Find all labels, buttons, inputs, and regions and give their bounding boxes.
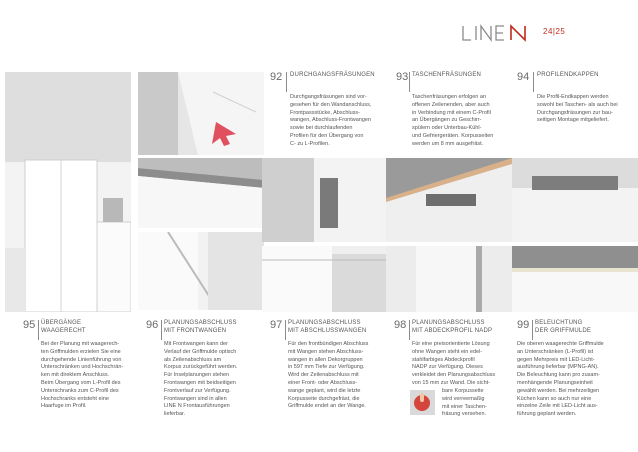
photo-front-corner — [138, 232, 264, 310]
line-n-logo — [461, 23, 531, 43]
photo-cabinet-detail — [138, 72, 264, 155]
section-title: PLANUNGSABSCHLUSS MIT ABDECKPROFIL NADP — [412, 320, 493, 334]
section-97 — [270, 320, 388, 420]
photo-end-caps — [512, 158, 638, 242]
divider — [38, 320, 39, 340]
section-number: 96 — [146, 319, 159, 331]
divider — [409, 320, 410, 340]
section-96 — [146, 320, 264, 420]
section-number: 99 — [517, 319, 530, 331]
photo-frontwangen — [262, 246, 388, 312]
section-93 — [396, 72, 516, 162]
section-body: Für den frontbündigen Abschluss mit Wangen stehen Abschluss- wangen in allen Dekorgruppen in 597 mm Tiefe zur Verfügung. Wird der Zeilenabschluss mit einer Front- oder Abschluss- wange geplant, wird die letzte Korpusseite durchgefräst, die Griffmulde endet an der Wange. — [288, 341, 369, 410]
section-number: 92 — [270, 71, 283, 83]
photo-pocket-milling — [386, 158, 512, 242]
photo-worktop-edge — [138, 158, 264, 228]
section-title: DURCHGANGSFRÄSUNGEN — [290, 72, 375, 78]
photo-led-lighting — [512, 246, 638, 312]
divider — [532, 320, 533, 340]
section-body: Durchgangsfräsungen sind vor- gesehen für den Wandanschluss, Frontpassstücke, Abschluss- wangen, Abschluss-Frontwangen sowie bei durchlaufenden Profilen für den Übergang von C- zu L-Profilen. — [290, 94, 372, 147]
divider — [533, 72, 534, 92]
section-title: ÜBERGÄNGE WAAGERECHT — [41, 320, 86, 334]
section-body: Mit Frontwangen kann der Verlauf der Griffmulde optisch als Zeilenabschluss am Korpus zurückgeführt werden. Für Inselplanungen stehen Frontwangen mit beidseitigen Frontverlauf zur Verfügung. Frontwangen sind in allen LINE N Frontausführungen lieferbar. — [164, 341, 238, 418]
divider — [286, 72, 287, 92]
hand-icon — [410, 390, 435, 415]
photo-profile-slot — [262, 158, 388, 242]
section-number: 97 — [270, 319, 283, 331]
section-number: 94 — [517, 71, 530, 83]
divider — [285, 320, 286, 340]
section-number: 95 — [23, 319, 36, 331]
section-body: Für eine preisorientierte Lösung ohne Wangen steht ein edel- stahlfarbiges Abdeckprofil NADP zur Verfügung. Dieses verkleidet den Planungsabschluss von 15 mm zur Wand. Die sicht- — [412, 341, 496, 386]
section-title: PLANUNGSABSCHLUSS MIT ABSCHLUSSWANGEN — [288, 320, 367, 334]
section-body: Taschenfräsungen erfolgen an offenen Zeilenenden, aber auch in Verbindung mit einem C-Profil an Übergängen zu Geschirr- spülern oder Unterbau-Kühl- und Gefriergeräten. Korpusseiten werden um 8 mm ausgefräst. — [412, 94, 494, 147]
section-body: Bei der Planung mit waagerech- ten Griffmulden erzielen Sie eine durchgehende Linienführung von Unterschränken und Hochschrän- ken mit direktem Anschluss. Beim Übergang vom L-Profil des Unterschranks zum C-Profil des Hochschranks entsteht eine Haarfuge im Profil. — [41, 341, 124, 410]
photo-abdeckprofil — [386, 246, 512, 312]
photo-kitchen-tall-cabinets — [5, 72, 131, 312]
section-number: 93 — [396, 71, 409, 83]
section-title: BELEUCHTUNG DER GRIFFMULDE — [535, 320, 592, 334]
section-99 — [517, 320, 637, 420]
section-number: 98 — [394, 319, 407, 331]
section-title: TASCHENFRÄSUNGEN — [412, 72, 482, 78]
section-92 — [270, 72, 390, 162]
section-body: Die Profil-Endkappen werden sowohl bei Taschen- als auch bei Durchgangsfräsungen zur bau- seitigen Montage mitgeliefert. — [537, 94, 618, 124]
divider — [161, 320, 162, 340]
section-body: Die oberen waagerechte Griffmulde an Unterschränken (L-Profil) ist gegen Mehrpreis mit LED-Licht- ausführung lieferbar (MPNG-AN). Die Beleuchtung kann pro zusam- menhängende Planungseinheit gewählt werden. Bei mehrzeiligen Küchen kann so auch nur eine einzelne Zeile mit LED-Licht aus- führung geplant werden. — [517, 341, 604, 418]
section-title: PLANUNGSABSCHLUSS MIT FRONTWANGEN — [164, 320, 237, 334]
section-body-tail: bare Korpusseite wird verreemaßig mit einer Taschen- fräsung versehen. — [442, 388, 487, 418]
page-numbers: 24|25 — [543, 27, 566, 36]
section-title: PROFILENDKAPPEN — [537, 72, 599, 78]
section-94 — [517, 72, 637, 162]
section-95 — [23, 320, 133, 420]
divider — [409, 72, 410, 92]
